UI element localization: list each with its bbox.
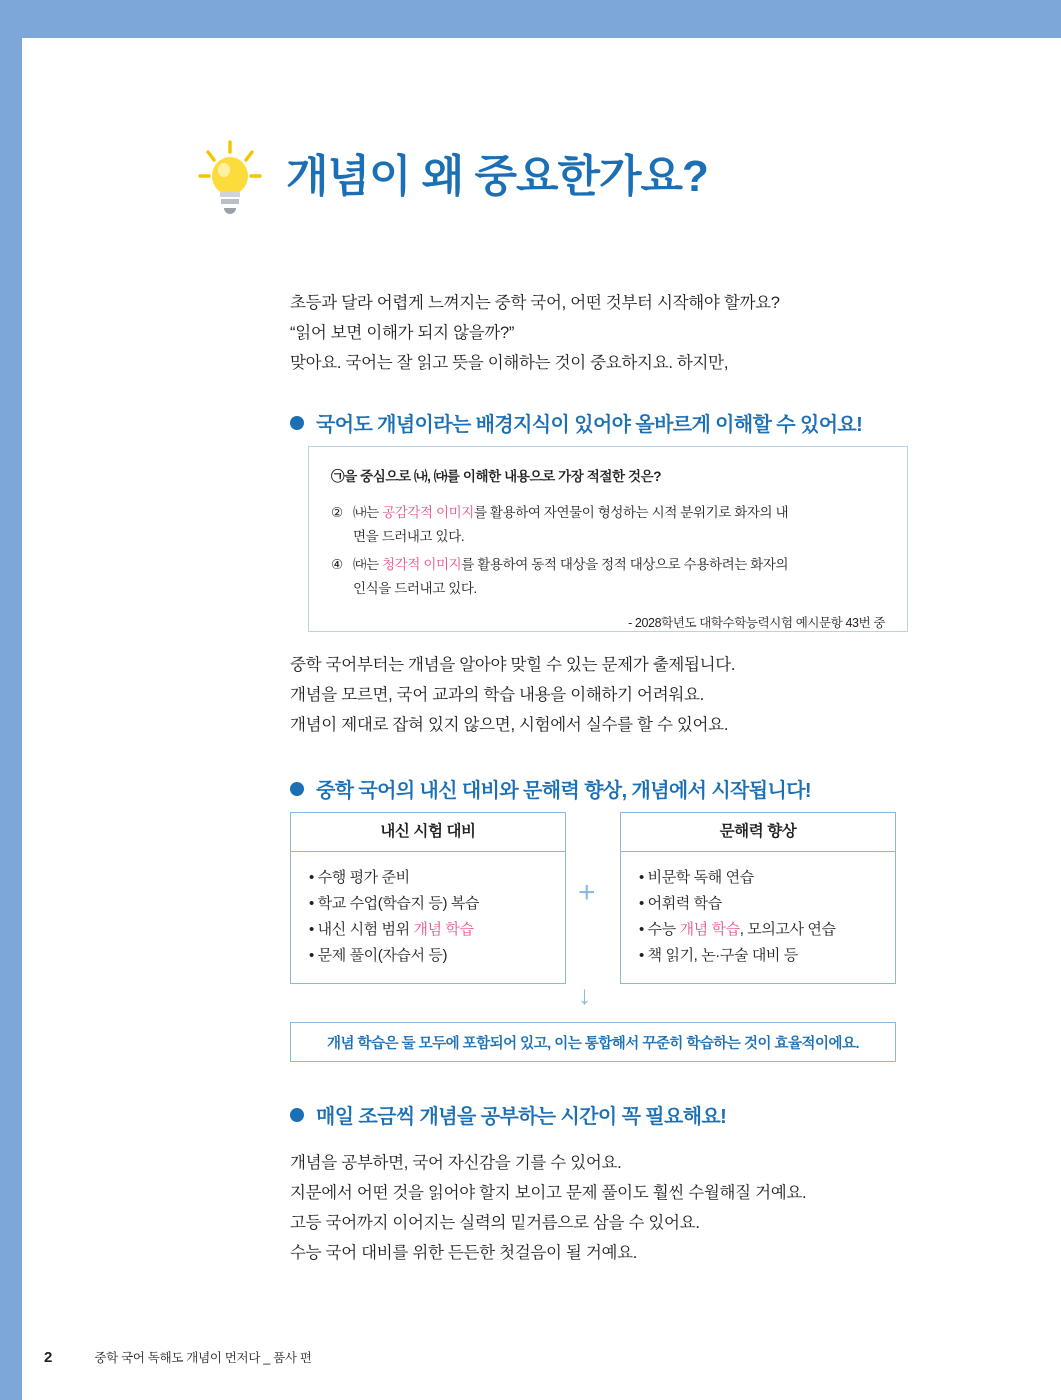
list-item — [639, 943, 877, 969]
question-choice — [331, 501, 885, 549]
item-text: • 내신 시험 범위 — [309, 921, 414, 938]
item-text: • 책 읽기, 논·구술 대비 등 — [639, 947, 798, 964]
choice-text-pre: ㈏는 — [353, 505, 383, 520]
list-item — [639, 917, 877, 943]
arrow-down-icon: ↓ — [578, 980, 591, 1010]
plus-operator-icon: + — [578, 876, 596, 909]
page-title: 개념이 왜 중요한가요? — [286, 152, 708, 201]
footer-book-title: 중학 국어 독해도 개념이 먼저다 _ 품사 편 — [94, 1351, 312, 1365]
choice-highlight: 청각적 이미지 — [382, 557, 462, 572]
choice-text-post: 를 활용하여 동적 대상을 정적 대상으로 수용하려는 화자의 — [461, 557, 789, 572]
list-item — [309, 943, 547, 969]
compare-left-items — [291, 852, 565, 983]
choice-text-cont: 면을 드러내고 있다. — [353, 529, 465, 544]
top-blue-band — [0, 0, 1061, 38]
section-heading-1-label: 국어도 개념이라는 배경지식이 있어야 올바르게 이해할 수 있어요! — [316, 414, 863, 436]
item-text-post: , 모의고사 연습 — [739, 921, 836, 938]
compare-right-items — [621, 852, 895, 983]
list-item — [639, 891, 877, 917]
item-text: • 비문학 독해 연습 — [639, 869, 754, 886]
list-item — [639, 865, 877, 891]
item-highlight: 개념 학습 — [413, 921, 474, 938]
item-text: • 수능 — [639, 921, 680, 938]
summary-callout: 개념 학습은 둘 모두에 포함되어 있고, 이는 통합해서 꾸준히 학습하는 것이 효율적이에요. — [290, 1022, 896, 1062]
question-source: - 2028학년도 대학수학능력시험 예시문항 43번 중 — [628, 616, 885, 630]
closing-line-1: 개념을 공부하면, 국어 자신감을 기를 수 있어요. — [290, 1154, 622, 1172]
section-heading-2 — [290, 774, 811, 803]
page-title-row — [196, 140, 708, 214]
compare-box-right — [620, 812, 896, 984]
bullet-dot-icon — [290, 782, 304, 796]
choice-body — [353, 501, 885, 549]
intro-line-3: 맞아요. 국어는 잘 읽고 뜻을 이해하는 것이 중요하지요. 하지만, — [290, 354, 729, 372]
list-item — [309, 917, 547, 943]
compare-left-title: 내신 시험 대비 — [291, 813, 565, 852]
item-highlight: 개념 학습 — [679, 921, 740, 938]
page-number: 2 — [44, 1349, 53, 1366]
section-heading-3-label: 매일 조금씩 개념을 공부하는 시간이 꼭 필요해요! — [316, 1106, 727, 1128]
intro-paragraph — [290, 288, 990, 378]
closing-paragraph — [290, 1148, 1010, 1268]
list-item — [309, 891, 547, 917]
item-text: • 어휘력 학습 — [639, 895, 722, 912]
page-footer — [44, 1348, 312, 1366]
choice-text-pre: ㈐는 — [353, 557, 383, 572]
question-stem: ㉠을 중심으로 ㈏, ㈐를 이해한 내용으로 가장 적절한 것은? — [331, 469, 662, 484]
section-heading-3 — [290, 1100, 726, 1129]
lightbulb-icon — [196, 140, 264, 214]
closing-line-4: 수능 국어 대비를 위한 든든한 첫걸음이 될 거예요. — [290, 1244, 638, 1262]
item-text: • 학교 수업(학습지 등) 복습 — [309, 895, 480, 912]
bullet-dot-icon — [290, 416, 304, 430]
middle-paragraph — [290, 650, 990, 740]
compare-right-title: 문해력 향상 — [621, 813, 895, 852]
compare-box-left — [290, 812, 566, 984]
exam-question-box — [308, 446, 908, 632]
closing-line-2: 지문에서 어떤 것을 읽어야 할지 보이고 문제 풀이도 훨씬 수월해질 거예요. — [290, 1184, 807, 1202]
section-heading-2-label: 중학 국어의 내신 대비와 문해력 향상, 개념에서 시작됩니다! — [316, 780, 811, 802]
list-item — [309, 865, 547, 891]
middle-line-1: 중학 국어부터는 개념을 알아야 맞힐 수 있는 문제가 출제됩니다. — [290, 656, 736, 674]
choice-text-cont: 인식을 드러내고 있다. — [353, 581, 477, 596]
choice-number: ④ — [331, 557, 343, 572]
choice-number: ② — [331, 505, 343, 520]
item-text: • 문제 풀이(자습서 등) — [309, 947, 448, 964]
intro-line-1: 초등과 달라 어렵게 느껴지는 중학 국어, 어떤 것부터 시작해야 할까요? — [290, 294, 780, 312]
choice-body — [353, 553, 885, 601]
left-blue-rule — [0, 0, 22, 1400]
item-text: • 수행 평가 준비 — [309, 869, 410, 886]
question-choice — [331, 553, 885, 601]
middle-line-2: 개념을 모르면, 국어 교과의 학습 내용을 이해하기 어려워요. — [290, 686, 704, 704]
top-band-white-gap — [0, 38, 1061, 42]
bullet-dot-icon — [290, 1108, 304, 1122]
choice-highlight: 공감각적 이미지 — [382, 505, 474, 520]
intro-line-2: “읽어 보면 이해가 되지 않을까?” — [290, 324, 515, 342]
section-heading-1 — [290, 408, 862, 437]
closing-line-3: 고등 국어까지 이어지는 실력의 밑거름으로 삼을 수 있어요. — [290, 1214, 700, 1232]
choice-text-post: 를 활용하여 자연물이 형성하는 시적 분위기로 화자의 내 — [473, 505, 789, 520]
middle-line-3: 개념이 제대로 잡혀 있지 않으면, 시험에서 실수를 할 수 있어요. — [290, 716, 729, 734]
